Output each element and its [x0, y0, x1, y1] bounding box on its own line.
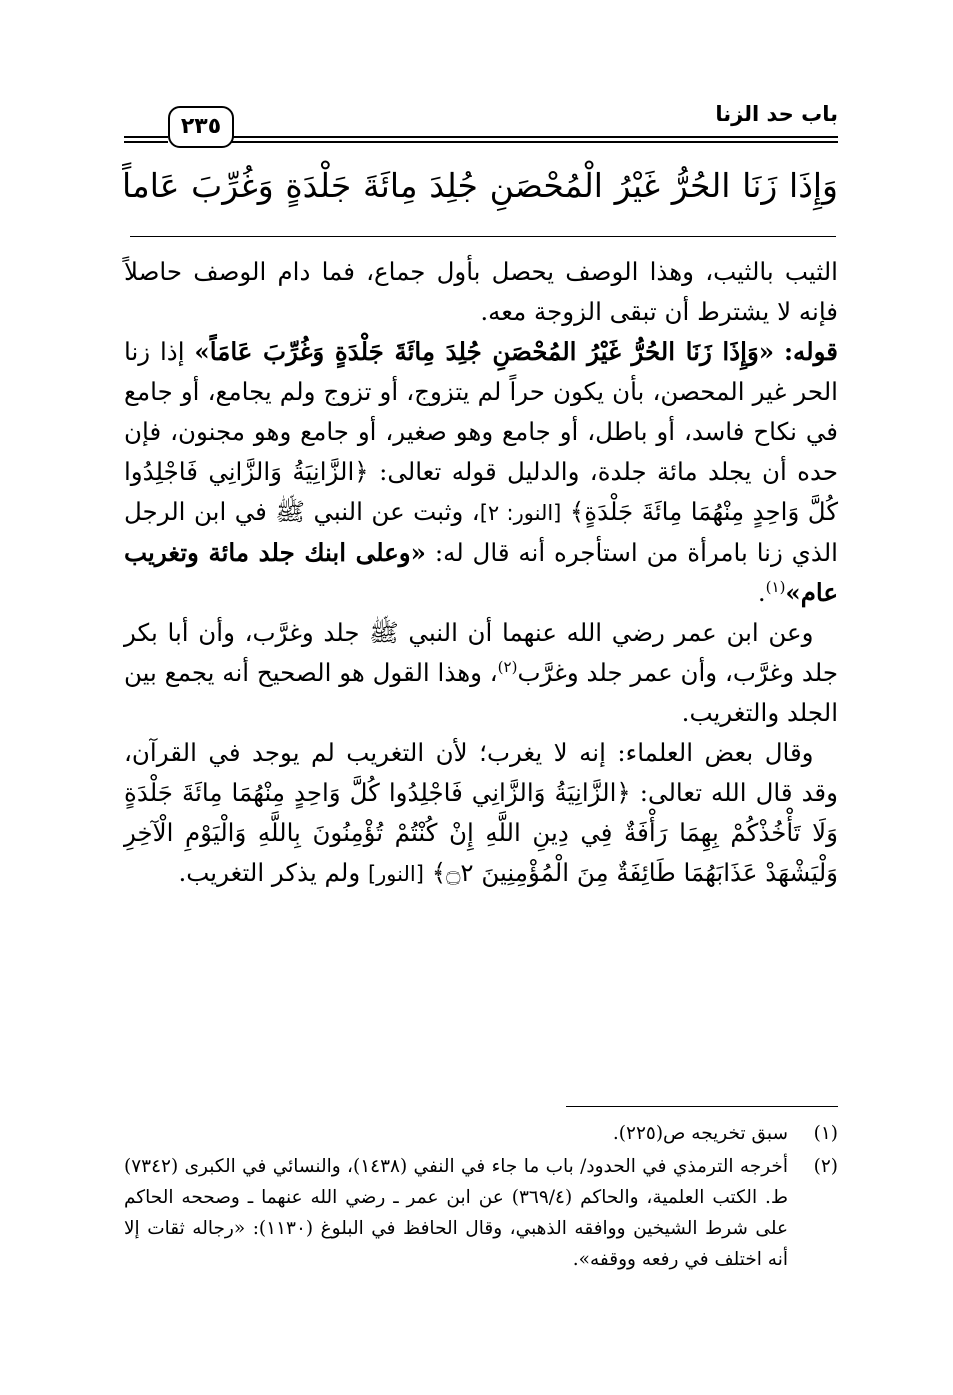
paragraph-text: ولم يذكر التغريب.	[178, 858, 361, 887]
commentary-body	[124, 252, 838, 894]
hadith-quote: «وعلى ابنك جلد مائة وتغريب عام»	[124, 538, 838, 607]
paragraph-text: .	[757, 578, 766, 607]
paragraph-2	[124, 332, 838, 613]
page-number: ٢٣٥	[168, 106, 234, 148]
paragraph-1: الثيب بالثيب، وهذا الوصف يحصل بأول جماع، فما دام الوصف حاصلاً فإنه لا يشترط أن تبقى الزوجة معه.	[124, 257, 838, 326]
footnote-divider	[566, 1106, 838, 1107]
paragraph-text: وقال بعض العلماء: إنه لا يغرب؛ لأن التغريب لم يوجد في القرآن، وقد قال الله تعالى:	[124, 738, 838, 807]
matn-divider	[130, 236, 836, 237]
quran-verse: ﴿الزَّانِيَةُ وَالزَّانِي فَاجْلِدُوا كُلَّ وَاحِدٍ مِنْهُمَا مِائَةَ جَلْدَةٍ﴾	[124, 457, 838, 526]
header-rule	[230, 136, 838, 138]
running-header	[120, 96, 838, 156]
header-rule	[230, 141, 838, 143]
verse-reference: [النور: ٢]	[479, 501, 562, 525]
footnote-number: (٢)	[813, 1156, 838, 1177]
footnote-marker[interactable]: (٢)	[497, 657, 518, 676]
header-rule	[124, 141, 168, 143]
quran-verse: ﴿الزَّانِيَةُ وَالزَّانِي فَاجْلِدُوا كُلَّ وَاحِدٍ مِنْهُمَا مِائَةَ جَلْدَةٍ وَلَا تَأْخُذْكُمْ بِهِمَا رَأْفَةٌ فِي دِينِ اللَّهِ إِنْ كُنْتُمْ تُؤْمِنُونَ بِاللَّهِ وَالْيَوْمِ الْآخِرِ وَلْيَشْهَدْ عَذَابَهُمَا طَائِفَةٌ مِنَ الْمُؤْمِنِينَ ۝٢﴾	[124, 778, 838, 887]
footnote-number: (١)	[813, 1123, 838, 1144]
footnote-item	[124, 1118, 838, 1149]
footnote-text: سبق تخريجه ص(٢٢٥).	[612, 1123, 788, 1144]
header-rule	[124, 136, 168, 138]
footnote-item	[124, 1151, 838, 1275]
footnotes	[124, 1118, 838, 1277]
qawluhu-label: قوله:	[783, 337, 838, 366]
matn-quote: «وَإِذَا زَنَا الحُرُّ غَيْرُ المُحْصَنِ جُلِدَ مِائَةَ جَلْدَةٍ وَغُرِّبَ عَامَاً»	[194, 337, 775, 366]
paragraph-text: ، وهذا القول هو الصحيح أنه يجمع بين الجلد والتغريب.	[124, 658, 838, 727]
chapter-title: باب حد الزنا	[715, 102, 838, 126]
paragraph-text: ، وثبت عن النبي ﷺ في ابن الرجل الذي زنا بامرأة من استأجره أنه قال له:	[124, 497, 838, 567]
paragraph-text: إذا زنا الحر غير المحصن، بأن يكون حراً لم يتزوج، أو تزوج ولم يجامع، أو جامع في نكاح فاسد، أو باطل، أو جامع وهو صغير، أو جامع وهو مجنون، فإن حده أن يجلد مائة جلدة، والدليل قوله تعالى:	[124, 337, 838, 486]
paragraph-text: وعن ابن عمر رضي الله عنهما أن النبي ﷺ جلد وغرَّب، وأن أبا بكر جلد وغرَّب، وأن عمر جلد وغرَّب	[124, 618, 838, 687]
footnote-text: أخرجه الترمذي في الحدود/ باب ما جاء في النفي (١٤٣٨)، والنسائي في الكبرى (٧٣٤٢) ط. الكتب العلمية، والحاكم (٣٦٩/٤) عن ابن عمر ـ رضي الله عنهما ـ وصححه الحاكم على شرط الشيخين ووافقه الذهبي، وقال الحافظ في البلوغ (١١٣٠): «رجاله ثقات إلا أنه اختلف في رفعه ووقفه».	[124, 1156, 788, 1270]
paragraph-4	[124, 733, 838, 894]
matn-text: وَإِذَا زَنَا الحُرُّ غَيْرُ الْمُحْصَنِ جُلِدَ مِائَةَ جَلْدَةٍ وَغُرِّبَ عَاماً	[122, 166, 838, 205]
paragraph-3	[124, 613, 838, 733]
verse-reference: [النور]	[367, 862, 424, 886]
footnote-marker[interactable]: (١)	[765, 577, 786, 596]
